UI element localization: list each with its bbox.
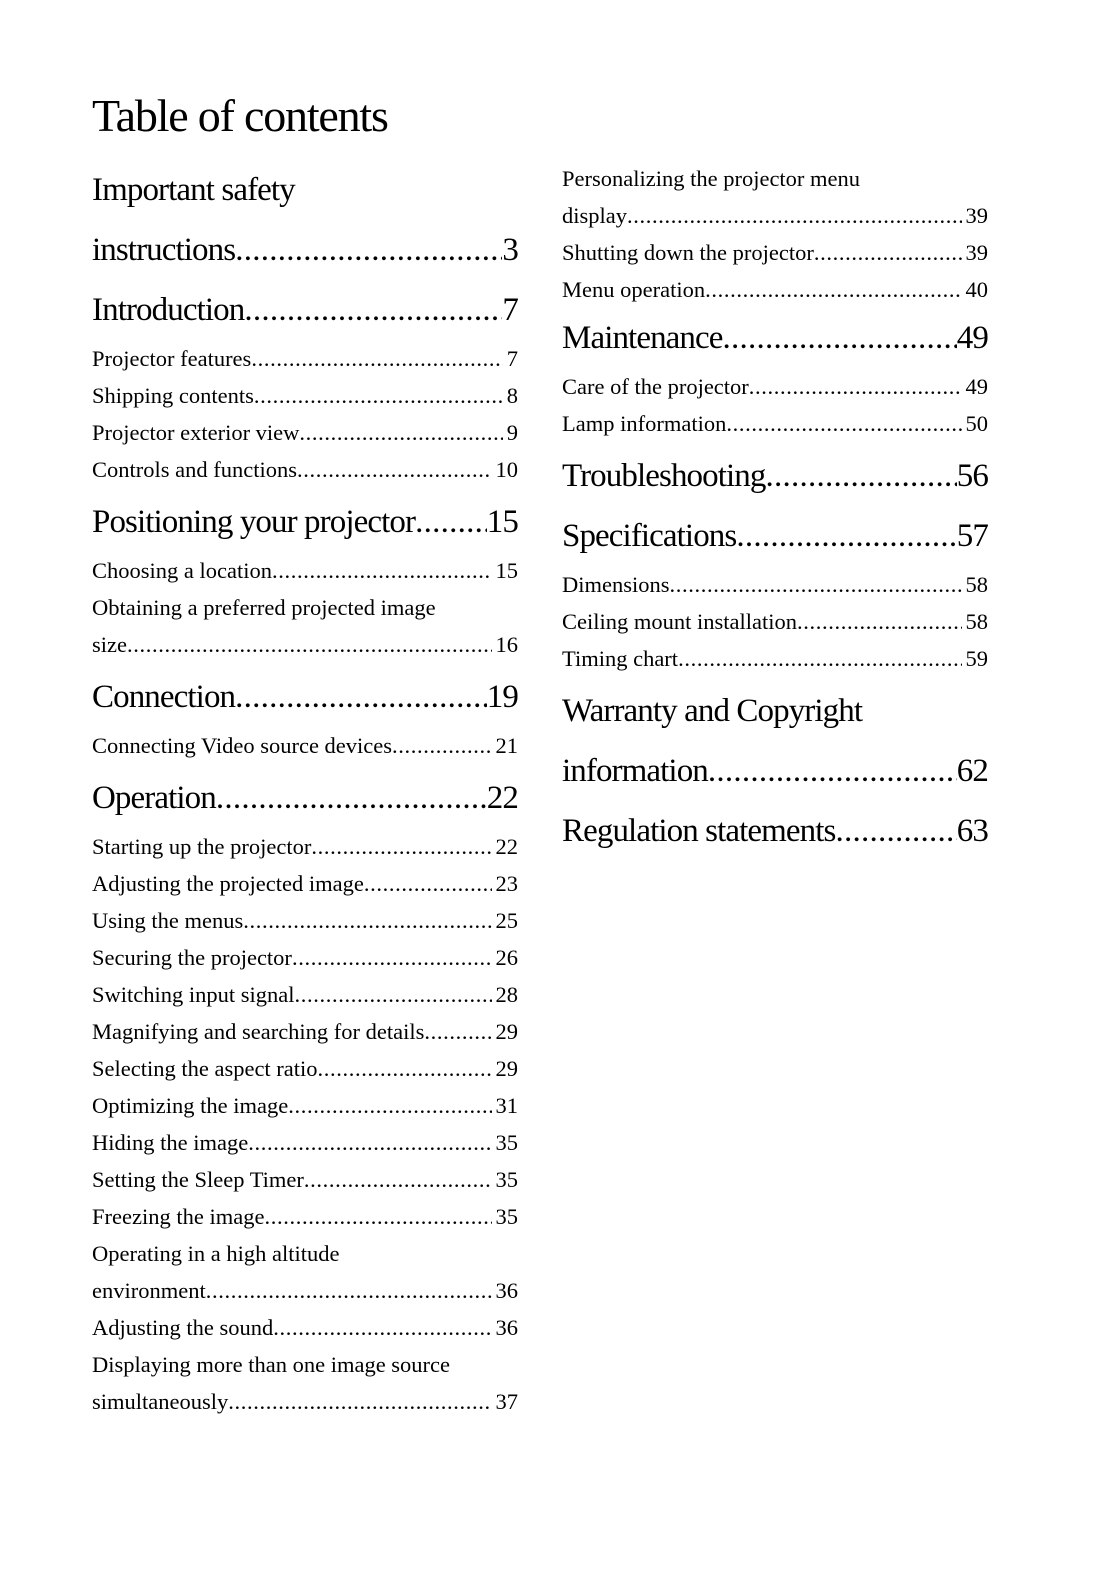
toc-page-number: 36 xyxy=(495,1278,518,1303)
dot-leader xyxy=(723,308,957,368)
toc-entry-magnifying-and-searching-for-details[interactable] xyxy=(92,1013,518,1050)
toc-entry-menu-operation[interactable] xyxy=(562,271,988,308)
toc-page-number: 37 xyxy=(495,1389,518,1414)
toc-page-number: 39 xyxy=(965,240,988,265)
toc-chapter-connection[interactable] xyxy=(92,667,518,727)
toc-entry-title: Securing the projector xyxy=(92,945,292,970)
dot-leader xyxy=(424,1013,491,1050)
toc-page-number: 49 xyxy=(956,320,988,356)
toc-entry-title: Regulation statements xyxy=(562,813,836,849)
toc-page-number: 15 xyxy=(486,504,518,540)
toc-entry-using-the-menus[interactable] xyxy=(92,902,518,939)
dot-leader xyxy=(705,271,961,308)
toc-entry-optimizing-the-image[interactable] xyxy=(92,1087,518,1124)
toc-page-number: 7 xyxy=(506,346,518,371)
toc-page-number: 49 xyxy=(965,374,988,399)
toc-entry-title-line: Obtaining a preferred projected image xyxy=(92,595,436,620)
toc-page-number: 9 xyxy=(506,420,518,445)
toc-page-number: 16 xyxy=(495,632,518,657)
dot-leader xyxy=(254,377,503,414)
toc-entry-dimensions[interactable] xyxy=(562,566,988,603)
toc-chapter-information[interactable] xyxy=(562,681,988,801)
dot-leader xyxy=(627,197,962,234)
dot-leader xyxy=(392,727,491,764)
toc-page-number: 21 xyxy=(495,733,518,758)
dot-leader xyxy=(297,451,492,488)
toc-entry-title: Optimizing the image xyxy=(92,1093,289,1118)
toc-entry-title: Connection xyxy=(92,679,236,715)
dot-leader xyxy=(244,280,502,340)
toc-entry-title: information xyxy=(562,753,708,789)
toc-entry-title: Troubleshooting xyxy=(562,458,766,494)
toc-subsection-list xyxy=(562,368,988,446)
toc-page-number: 56 xyxy=(956,458,988,494)
dot-leader xyxy=(736,506,956,566)
toc-entry-title: Operation xyxy=(92,780,216,816)
toc-entry-title: Freezing the image xyxy=(92,1204,265,1229)
toc-entry-title: Introduction xyxy=(92,292,245,328)
toc-entry-title: Connecting Video source devices xyxy=(92,733,393,758)
toc-entry-securing-the-projector[interactable] xyxy=(92,939,518,976)
toc-entry-lamp-information[interactable] xyxy=(562,405,988,442)
toc-entry-title: simultaneously xyxy=(92,1389,229,1414)
toc-page-number: 39 xyxy=(965,203,988,228)
dot-leader xyxy=(248,1124,491,1161)
toc-entry-timing-chart[interactable] xyxy=(562,640,988,677)
toc-page-number: 8 xyxy=(506,383,518,408)
dot-leader xyxy=(364,865,492,902)
toc-page-number: 58 xyxy=(965,572,988,597)
toc-page-number: 28 xyxy=(495,982,518,1007)
dot-leader xyxy=(304,1161,492,1198)
toc-chapter-instructions[interactable] xyxy=(92,160,518,280)
dot-leader xyxy=(235,667,487,727)
toc-entry-title: Hiding the image xyxy=(92,1130,249,1155)
dot-leader xyxy=(299,414,502,451)
toc-subsection-list xyxy=(92,727,518,768)
toc-page-number: 63 xyxy=(956,813,988,849)
toc-entry-title: Maintenance xyxy=(562,320,723,356)
toc-page-number: 7 xyxy=(502,292,518,328)
toc-entry-title: Starting up the projector xyxy=(92,834,312,859)
toc-entry-starting-up-the-projector[interactable] xyxy=(92,828,518,865)
toc-left-column xyxy=(92,160,518,1424)
dot-leader xyxy=(318,1050,492,1087)
toc-page-number: 23 xyxy=(495,871,518,896)
toc-entry-title: Timing chart xyxy=(562,646,679,671)
toc-subsection-list xyxy=(92,828,518,1424)
toc-page-number: 50 xyxy=(965,411,988,436)
toc-entry-shutting-down-the-projector[interactable] xyxy=(562,234,988,271)
toc-entry-title: Specifications xyxy=(562,518,737,554)
toc-entry-ceiling-mount-installation[interactable] xyxy=(562,603,988,640)
toc-entry-adjusting-the-sound[interactable] xyxy=(92,1309,518,1346)
dot-leader xyxy=(127,626,492,663)
toc-entry-choosing-a-location[interactable] xyxy=(92,552,518,589)
toc-page-number: 26 xyxy=(495,945,518,970)
toc-entry-title-line: Operating in a high altitude xyxy=(92,1241,340,1266)
dot-leader xyxy=(749,368,962,405)
dot-leader xyxy=(216,768,487,828)
toc-page-number: 62 xyxy=(956,753,988,789)
toc-entry-title: Dimensions xyxy=(562,572,670,597)
toc-entry-adjusting-the-projected-image[interactable] xyxy=(92,865,518,902)
toc-page-number: 35 xyxy=(495,1130,518,1155)
toc-entry-title: Adjusting the projected image xyxy=(92,871,364,896)
dot-leader xyxy=(835,801,956,861)
toc-page-number: 35 xyxy=(495,1167,518,1192)
dot-leader xyxy=(708,741,957,801)
dot-leader xyxy=(678,640,961,677)
toc-entry-title: Controls and functions xyxy=(92,457,297,482)
dot-leader xyxy=(288,1087,491,1124)
toc-page-number: 29 xyxy=(495,1056,518,1081)
dot-leader xyxy=(243,902,491,939)
page-title: Table of contents xyxy=(92,90,388,141)
toc-entry-shipping-contents[interactable] xyxy=(92,377,518,414)
toc-entry-freezing-the-image[interactable] xyxy=(92,1198,518,1235)
toc-entry-title-line: Warranty and Copyright xyxy=(562,693,863,729)
toc-entry-title: Setting the Sleep Timer xyxy=(92,1167,304,1192)
toc-page-number: 31 xyxy=(495,1093,518,1118)
toc-page-number: 35 xyxy=(495,1204,518,1229)
dot-leader xyxy=(273,1309,491,1346)
dot-leader xyxy=(272,552,492,589)
toc-page-number: 10 xyxy=(495,457,518,482)
toc-page-number: 22 xyxy=(495,834,518,859)
toc-entry-title: Positioning your projector xyxy=(92,504,416,540)
dot-leader xyxy=(765,446,956,506)
toc-entry-selecting-the-aspect-ratio[interactable] xyxy=(92,1050,518,1087)
toc-entry-title: size xyxy=(92,632,127,657)
toc-entry-projector-exterior-view[interactable] xyxy=(92,414,518,451)
toc-page-number: 19 xyxy=(486,679,518,715)
toc-chapter-specifications[interactable] xyxy=(562,506,988,566)
dot-leader xyxy=(415,492,487,552)
toc-chapter-maintenance[interactable] xyxy=(562,308,988,368)
toc-page-number: 22 xyxy=(486,780,518,816)
toc-page-number: 57 xyxy=(956,518,988,554)
toc-entry-title: Using the menus xyxy=(92,908,244,933)
toc-chapter-operation[interactable] xyxy=(92,768,518,828)
dot-leader xyxy=(206,1272,492,1309)
toc-subsection-list xyxy=(562,566,988,681)
toc-entry-title: Shutting down the projector xyxy=(562,240,814,265)
toc-subsection-list xyxy=(92,340,518,492)
toc-page-number: 40 xyxy=(965,277,988,302)
toc-entry-connecting-video-source-devices[interactable] xyxy=(92,727,518,764)
toc-right-column xyxy=(562,160,988,861)
toc-entry-hiding-the-image[interactable] xyxy=(92,1124,518,1161)
toc-entry-title: Selecting the aspect ratio xyxy=(92,1056,318,1081)
toc-entry-title: Switching input signal xyxy=(92,982,295,1007)
toc-entry-controls-and-functions[interactable] xyxy=(92,451,518,488)
toc-entry-projector-features[interactable] xyxy=(92,340,518,377)
dot-leader xyxy=(251,340,502,377)
dot-leader xyxy=(311,828,491,865)
toc-page-number: 3 xyxy=(502,232,518,268)
dot-leader xyxy=(228,1383,491,1420)
toc-entry-title: instructions xyxy=(92,232,236,268)
toc-page-number: 15 xyxy=(495,558,518,583)
toc-entry-title: Menu operation xyxy=(562,277,706,302)
dot-leader xyxy=(814,234,962,271)
toc-entry-title-line: Displaying more than one image source xyxy=(92,1352,451,1377)
toc-entry-environment[interactable] xyxy=(92,1235,518,1309)
toc-entry-title: Projector features xyxy=(92,346,252,371)
dot-leader xyxy=(235,220,502,280)
dot-leader xyxy=(264,1198,491,1235)
toc-entry-display[interactable] xyxy=(562,160,988,234)
toc-entry-switching-input-signal[interactable] xyxy=(92,976,518,1013)
toc-page-number: 36 xyxy=(495,1315,518,1340)
toc-entry-title: Magnifying and searching for details xyxy=(92,1019,425,1044)
toc-page-number: 59 xyxy=(965,646,988,671)
toc-entry-title: Adjusting the sound xyxy=(92,1315,274,1340)
toc-entry-title: Lamp information xyxy=(562,411,727,436)
toc-page-number: 25 xyxy=(495,908,518,933)
toc-entry-title: environment xyxy=(92,1278,206,1303)
dot-leader xyxy=(292,939,492,976)
toc-entry-title: Ceiling mount installation xyxy=(562,609,797,634)
toc-entry-care-of-the-projector[interactable] xyxy=(562,368,988,405)
toc-page-number: 58 xyxy=(965,609,988,634)
toc-chapter-regulation-statements[interactable] xyxy=(562,801,988,861)
toc-entry-title: Projector exterior view xyxy=(92,420,300,445)
dot-leader xyxy=(726,405,961,442)
toc-subsection-list xyxy=(92,552,518,667)
toc-entry-title: Choosing a location xyxy=(92,558,272,583)
toc-entry-setting-the-sleep-timer[interactable] xyxy=(92,1161,518,1198)
dot-leader xyxy=(797,603,962,640)
toc-entry-title: Care of the projector xyxy=(562,374,749,399)
toc-entry-size[interactable] xyxy=(92,589,518,663)
dot-leader xyxy=(670,566,962,603)
toc-entry-title-line: Important safety xyxy=(92,172,295,208)
toc-entry-title-line: Personalizing the projector menu xyxy=(562,166,861,191)
toc-entry-simultaneously[interactable] xyxy=(92,1346,518,1420)
toc-chapter-introduction[interactable] xyxy=(92,280,518,340)
toc-page-number: 29 xyxy=(495,1019,518,1044)
dot-leader xyxy=(295,976,492,1013)
toc-chapter-troubleshooting[interactable] xyxy=(562,446,988,506)
toc-entry-title: display xyxy=(562,203,627,228)
toc-chapter-positioning-your-projector[interactable] xyxy=(92,492,518,552)
toc-entry-title: Shipping contents xyxy=(92,383,254,408)
